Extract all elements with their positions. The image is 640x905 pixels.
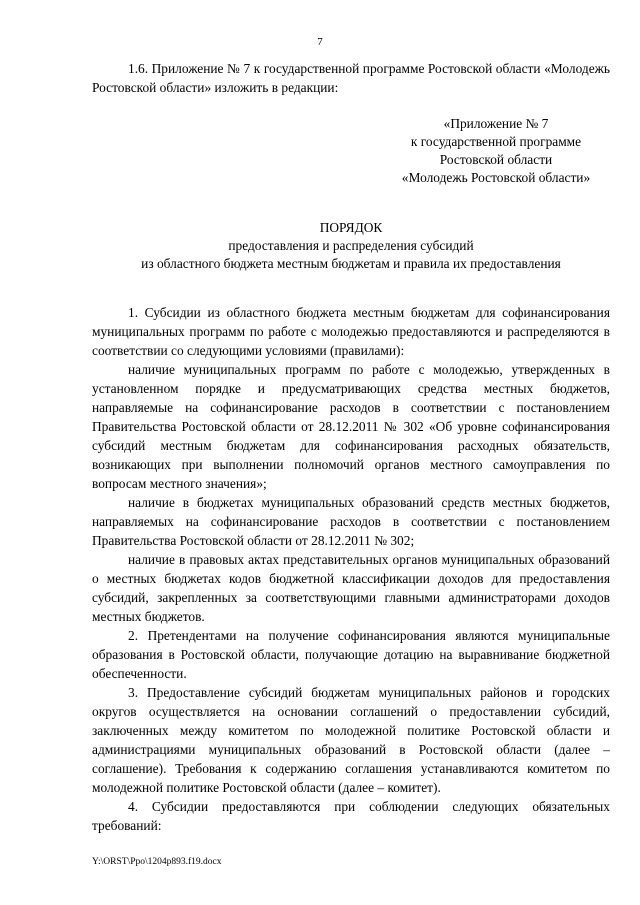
- intro-block: [92, 59, 610, 97]
- paragraph-7: 4. Субсидии предоставляются при соблюдении следующих обязательных требований:: [92, 799, 610, 833]
- file-path-footer: Y:\ORST\Ppo\1204p893.f19.docx: [92, 857, 222, 867]
- appendix-header: [380, 115, 612, 187]
- title-subtitle-1: предоставления и распределения субсидий: [228, 238, 474, 253]
- appendix-line-3: Ростовской области: [439, 152, 553, 167]
- paragraph-1: 1. Субсидии из областного бюджета местным бюджетам для софинансирования муниципальных программ по работе с молодежью предоставляются и распределяются в соответствии со следующими условиями (правилами):: [92, 305, 610, 358]
- appendix-line-1: «Приложение № 7: [443, 116, 549, 131]
- page-number: 7: [317, 36, 323, 48]
- title-subtitle-2: из областного бюджета местным бюджетам и правила их предоставления: [141, 256, 561, 271]
- paragraph-2: наличие муниципальных программ по работе с молодежью, утвержденных в установленном порядке и предусматривающих средства местных бюджетов, направляемые на софинансирование расходов в соответствии с постановлением Правительства Ростовской области от 28.12.2011 № 302 «Об уровне софинансирования субсидий местным бюджетам для софинансирования расходных обязательств, возникающих при выполнении полномочий органов местного самоуправления по вопросам местного значения»;: [92, 362, 610, 491]
- document-title: [92, 219, 610, 273]
- appendix-line-4: «Молодежь Ростовской области»: [401, 170, 591, 185]
- appendix-line-2: к государственной программе: [410, 134, 582, 149]
- intro-paragraph: 1.6. Приложение № 7 к государственной программе Ростовской области «Молодежь Ростовской области» изложить в редакции:: [92, 61, 610, 95]
- paragraph-4: наличие в правовых актах представительных органов муниципальных образований о местных бюджетах кодов бюджетной классификации доходов для предоставления субсидий, закрепленных за соответствующими главными администраторами доходов местных бюджетов.: [92, 552, 610, 624]
- paragraph-6: 3. Предоставление субсидий бюджетам муниципальных районов и городских округов осуществляется на основании соглашений о предоставлении субсидий, заключенных между комитетом по молодежной политике Ростовской области и администрациями муниципальных образований в Ростовской области (далее – соглашение). Требования к содержанию соглашения устанавливаются комитетом по молодежной политике Ростовской области (далее – комитет).: [92, 685, 610, 795]
- paragraph-5: 2. Претендентами на получение софинансирования являются муниципальные образования в Ростовской области, получающие дотацию на выравнивание бюджетной обеспеченности.: [92, 628, 610, 681]
- main-text: [92, 303, 610, 835]
- title-heading: ПОРЯДОК: [319, 220, 383, 235]
- paragraph-3: наличие в бюджетах муниципальных образований средств местных бюджетов, направляемых на софинансирование расходов в соответствии с постановлением Правительства Ростовской области от 28.12.2011 № 302;: [92, 495, 610, 548]
